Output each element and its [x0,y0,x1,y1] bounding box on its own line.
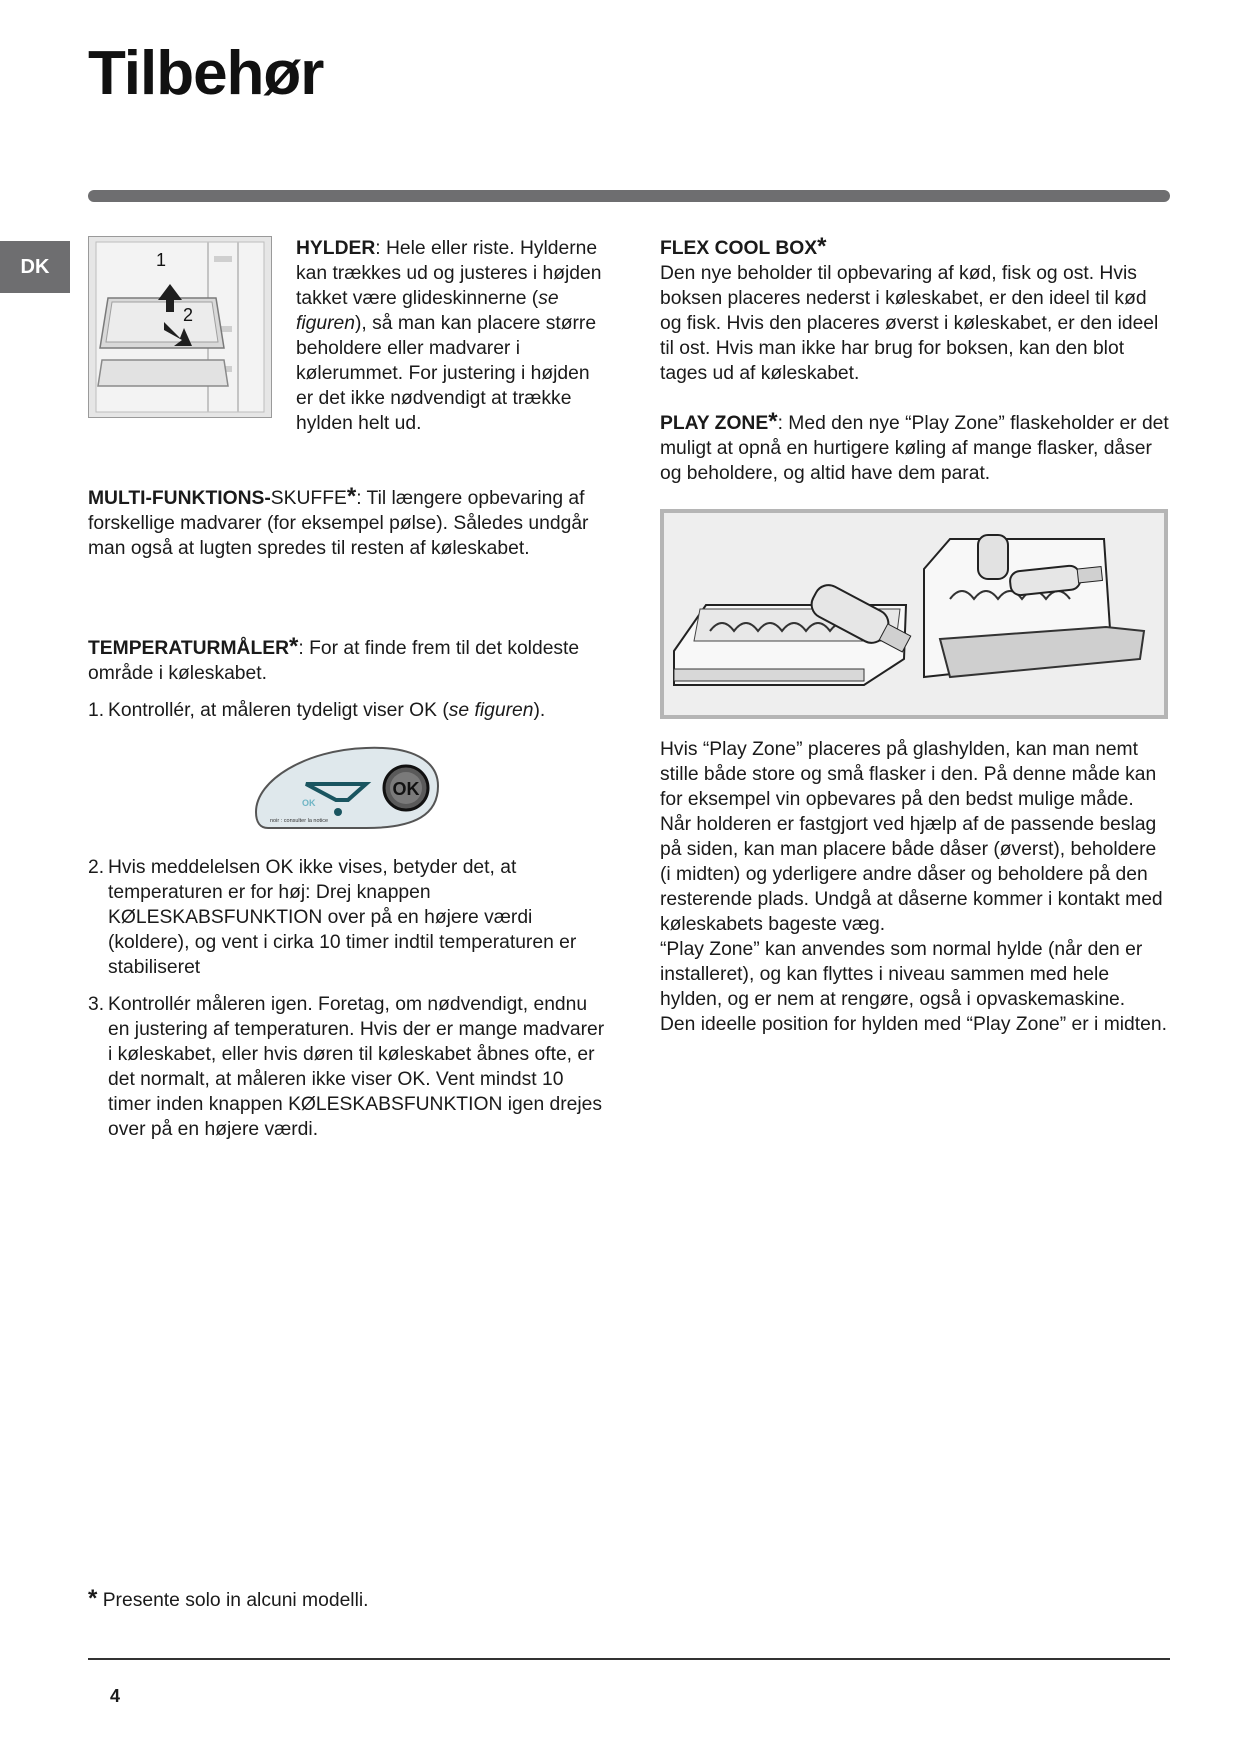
header-bar [88,190,1170,202]
temperature-steps [88,855,608,1142]
temperature-gauge-figure [246,740,442,834]
gauge-small-ok: OK [302,798,316,808]
temp-step-2: 2. Hvis meddelelsen OK ikke vises, betyder det, at temperaturen er for høj: Drej knappen KØLESKABSFUNKTION over på en højere værdi (koldere), og vent i cirka 10 timer indtil temperaturen er stabiliseret [88,857,577,978]
shelves-figure [88,236,272,418]
language-tab: DK [0,241,70,293]
play-zone-figure [660,509,1168,719]
page-title: Tilbehør [88,39,324,108]
play-paragraph-1: Hvis “Play Zone” placeres på glashylden, kan man nemt stille både store og små flasker i den. På denne måde kan for eksempel vin opbevares på den bedst mulige måde. [660,739,1157,810]
play-zone-details [660,737,1170,1037]
shelves-figure-wrapper [88,236,296,422]
play-paragraph-4: Den ideelle position for hylden med “Play Zone” er i midten. [660,1014,1167,1035]
shelves-label-2 [183,303,199,325]
footnote: * Presente solo in alcuni modelli. [88,1585,369,1612]
shelves-paragraph: HYLDER: Hele eller riste. Hylderne kan trækkes ud og justeres i højden takket være glideskinnerne (se figuren), så man kan placere større beholdere eller madvarer i kølerummet. For justering i højden er det ikke nødvendigt at trække hylden helt ud. [296,238,602,434]
flex-heading: FLEX COOL BOX [660,238,818,259]
play-paragraph-3: “Play Zone” kan anvendes som normal hylde (når den er installeret), og kan flyttes i niveau sammen med hele hylden, og er nem at rengøre, også i opvaskemaskine. [660,939,1143,1010]
gauge-notice: noir : consulter la notice [270,818,329,824]
multi-drawer-section: MULTI-FUNKTIONS-SKUFFE*: Til længere opbevaring af forskellige madvarer (for eksempel pølse). Således undgår man også at lugten spredes til resten af køleskabet. [88,483,589,559]
flex-cool-box-section: FLEX COOL BOX* Den nye beholder til opbevaring af kød, fisk og ost. Hvis boksen placeres nederst i køleskabet, er den ideel til kød og fisk. Hvis den placeres øverst i køleskabet, er den ideel til ost. Hvis man ikke har brug for boksen, kan den blot tages ud af køleskabet. [660,236,1170,386]
page-number: 4 [110,1686,121,1706]
gauge-ok-label: OK [392,779,420,799]
play-heading: PLAY ZONE [660,413,769,434]
svg-text:2: 2 [183,305,194,325]
multi-heading: MULTI-FUNKTIONS- [88,488,271,509]
play-paragraph-2: Når holderen er fastgjort ved hjælp af de passende beslag på siden, kan man placere både dåser (øverst), beholdere (i midten) og yderligere andre dåser og beholdere på den resterende plads. Undgå at dåserne kommer i kontakt med køleskabets bageste væg. [660,814,1163,935]
temperature-section: TEMPERATURMÅLER*: For at finde frem til det koldeste område i køleskabet. 1. Kontrollér, at måleren tydeligt viser OK (se figuren). [88,636,608,723]
temp-step-3: 3. Kontrollér måleren igen. Foretag, om nødvendigt, endnu en justering af temperaturen. Hvis der er mange madvarer i køleskabet, eller hvis døren til køleskabet åbnes ofte, er det normalt, at måleren ikke viser OK. Vent mindst 10 timer inden knappen KØLESKABSFUNKTION igen drejes over på en højere værdi. [88,994,605,1140]
flex-text: Den nye beholder til opbevaring af kød, fisk og ost. Hvis boksen placeres nederst i køleskabet, er den ideel til kød og fisk. Hvis den placeres øverst i køleskabet, er den ideel til ost. Hvis man ikke har brug for boksen, kan den blot tages ud af køleskabet. [660,263,1159,384]
temp-step-1: 1. Kontrollér, at måleren tydeligt viser OK (se figuren). [88,700,546,721]
shelves-section [88,236,608,436]
footer-rule [88,1658,1170,1660]
temp-heading: TEMPERATURMÅLER [88,638,290,659]
play-zone-section: PLAY ZONE*: Med den nye “Play Zone” flaskeholder er det muligt at opnå en hurtigere køling af mange flasker, dåser og beholdere, og altid have dem parat. [660,408,1169,484]
shelves-label-1 [156,248,172,270]
shelves-heading: HYLDER [296,238,376,259]
svg-text:1: 1 [156,250,167,270]
